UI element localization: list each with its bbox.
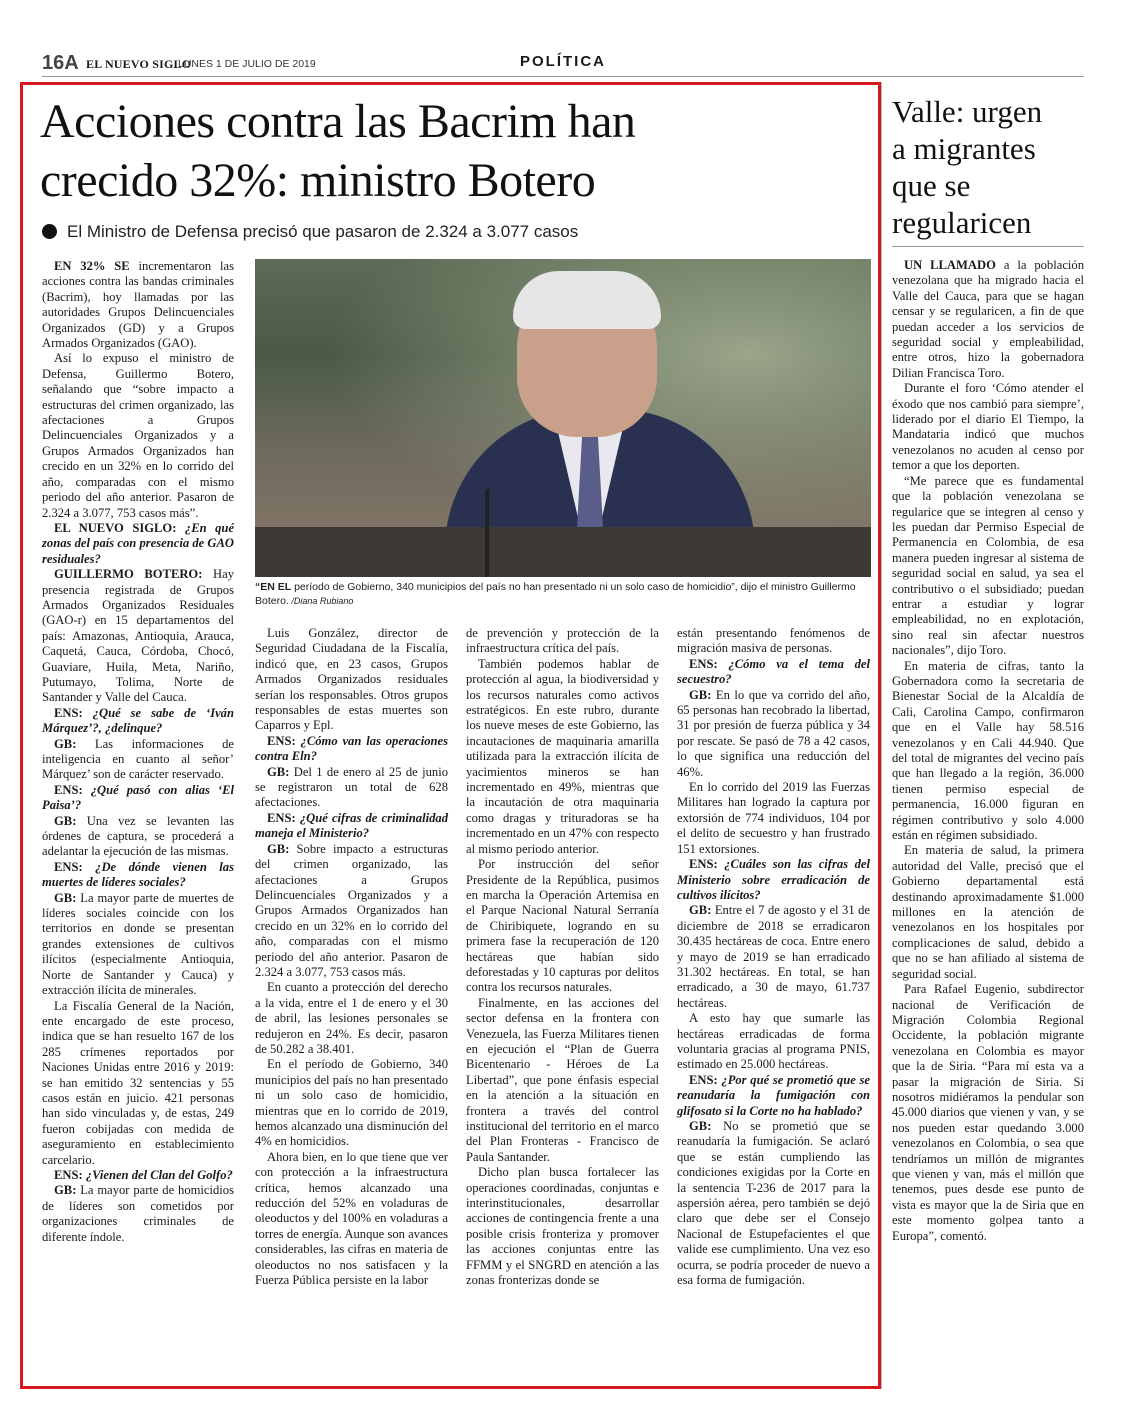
article-photo (255, 259, 871, 577)
sidebar-headline-line: regularicen (892, 205, 1032, 240)
paragraph-lead: GB: (54, 1183, 77, 1198)
interview-question (677, 657, 870, 688)
paragraph (42, 1183, 234, 1245)
sidebar-headline-line: Valle: urgen (892, 94, 1043, 129)
paragraph (677, 780, 870, 857)
paragraph-lead: UN LLAMADO (904, 258, 996, 272)
interview-question (42, 706, 234, 737)
paragraph-text: Sobre impacto a estructuras del crimen organizado, las afectaciones a Grupos Delincuenciales Organizados y a Grupos Armados Organizados han crecido en un 32% en lo corrido del año, comparadas con el mismo periodo del año anterior. Pasaron de 2.324 a 3.077, 753 casos más. (255, 841, 448, 979)
article-column-3 (466, 626, 659, 1288)
sidebar-headline-line: a migrantes (892, 131, 1036, 166)
paragraph-text: Las informaciones de inteligencia en cuanto al señor’ Márquez’ son de carácter reservado. (42, 736, 234, 782)
paragraph (892, 843, 1084, 982)
paragraph (677, 1011, 870, 1073)
paragraph (677, 688, 870, 780)
dek-text: El Ministro de Defensa precisó que pasaron de 2.324 a 3.077 casos (67, 222, 579, 241)
paragraph-lead: ENS: (54, 859, 83, 874)
paragraph-lead: EL NUEVO SIGLO: (54, 520, 177, 535)
paragraph-text: ¿Qué se sabe de ‘Iván Márquez’?, ¿delinque? (42, 705, 234, 736)
paragraph-text: ¿En qué zonas del país con presencia de GAO residuales? (42, 520, 234, 566)
paragraph-lead: GB: (54, 813, 77, 828)
paragraph-text: También podemos hablar de protección al agua, la biodiversidad y los recursos naturales como activos estratégicos. En este rubro, durante los nueve meses de este Gobierno, las incautaciones de maquinaria amarilla utilizada para la extracción ilícita de yacimientos mineros se han incrementado en 49%, mientras que la incautación de otra maquinaria como dragas y trituradoras se ha incrementado en un 47% con respecto al mismo periodo anterior. (466, 656, 659, 856)
sidebar-headline (892, 93, 1092, 241)
paragraph (892, 982, 1084, 1244)
sidebar-column (892, 258, 1084, 1244)
interview-question (255, 811, 448, 842)
paragraph-text: La mayor parte de homicidios de líderes son cometidos por organizaciones criminales de diferente índole. (42, 1183, 234, 1244)
paragraph-text: Hay presencia registrada de Grupos Armados Organizados Residuales (GAO-r) en 15 departamentos del país: Amazonas, Antioquia, Arauca, Caquetá, Cauca, Córdoba, Chocó, Guaviare, Huila, Meta, Nariño, Putumayo, Tolima, Norte de Santander y Valle del Cauca. (42, 567, 234, 705)
paragraph-text: Dicho plan busca fortalecer las operaciones coordinadas, conjuntas e interinstitucionales, desarrollar acciones de contingencia frente a una posible crisis fronteriza y promover las acciones conjuntas entre las FFMM y el SNGRD en atención a las zonas fronterizas donde se (466, 1165, 659, 1288)
paragraph (255, 765, 448, 811)
paragraph-text: Así lo expuso el ministro de Defensa, Guillermo Botero, señalando que “sobre impacto a estructuras del crimen organizado, las afectaciones a Grupos Delincuenciales Organizados y a Grupos Armados Organizados han crecido en un 32% en lo corrido del año, comparadas con el mismo periodo del año anterior. Pasaron de 2.324 a 3.077, 753 casos más”. (42, 351, 234, 520)
paragraph-text: ¿Qué pasó con alias ‘El Paisa’? (42, 782, 234, 813)
headline-line-2: crecido 32%: ministro Botero (40, 154, 596, 207)
bullet-icon (42, 224, 57, 239)
paragraph-lead: ENS: (267, 810, 296, 825)
paragraph-lead: GB: (689, 903, 712, 918)
paragraph (677, 903, 870, 1011)
photo-credit: /Diana Rubiano (288, 595, 354, 606)
paragraph (466, 626, 659, 657)
paragraph-lead: GB: (267, 764, 290, 779)
paragraph-text: Entre el 7 de agosto y el 31 de diciembre de 2018 se erradicaron 30.435 hectáreas de coca. Entre enero y mayo de 2019 se han erradicado 31.302 hectáreas. En total, se han erradicado, a 30 de mayo, 61.737 hectáreas. (677, 903, 870, 1010)
interview-question (677, 1073, 870, 1119)
page-number: 16A (42, 52, 79, 74)
paragraph-lead: GUILLERMO BOTERO: (54, 567, 203, 582)
paragraph-text: a la población venezolana que ha migrado hacia el Valle del Cauca, para que se hagan censar y se regularicen, a fin de que puedan acceder a los servicios de seguridad social y empleabilidad, entre otros, hizo la gobernadora Dilian Francisca Toro. (892, 258, 1084, 380)
paragraph-lead: ENS: (689, 656, 718, 671)
paragraph-text: Una vez se levanten las órdenes de captura, se procederá a adelantar la ejecución de las mismas. (42, 813, 234, 859)
paragraph (677, 1119, 870, 1288)
paragraph (42, 259, 234, 351)
interview-question (42, 521, 234, 567)
paragraph (892, 381, 1084, 473)
interview-question (42, 860, 234, 891)
article-headline (40, 92, 860, 210)
paragraph-text: de prevención y protección de la infraestructura crítica del país. (466, 626, 659, 656)
photo-caption (255, 581, 871, 608)
paragraph (466, 857, 659, 996)
paragraph-text: ¿Por qué se prometió que se reanudaría la fumigación con glifosato si la Corte no ha hablado? (677, 1072, 870, 1118)
paragraph-lead: ENS: (54, 782, 83, 797)
interview-question (42, 1168, 234, 1183)
paragraph-lead: GB: (54, 890, 77, 905)
paragraph (466, 657, 659, 857)
paragraph (42, 999, 234, 1168)
paragraph-lead: ENS: (689, 1072, 718, 1087)
paragraph (255, 1150, 448, 1289)
paragraph-lead: GB: (689, 1119, 712, 1133)
paragraph (892, 258, 1084, 381)
paragraph (677, 626, 870, 657)
sidebar-headline-rule (892, 246, 1084, 247)
paragraph-text: La Fiscalía General de la Nación, ente encargado de este proceso, indica que se han resuelto 167 de los 285 crímenes reportados por Naciones Unidas entre 2016 y 2019: se han emitido 32 sentencias y 55 casos están en juicio. 421 personas han sido vinculadas y, de estas, 249 fueron cobijadas con medida de aseguramiento en establecimiento carcelario. (42, 998, 234, 1167)
paragraph-text: En cuanto a protección del derecho a la vida, entre el 1 de enero y el 30 de abril, las lesiones personales se redujeron en 24%. Es decir, pasaron de 50.282 a 38.401. (255, 980, 448, 1056)
paragraph (42, 351, 234, 520)
article-column-2 (255, 626, 448, 1288)
paragraph-text: ¿Cómo van las operaciones contra Eln? (255, 733, 448, 764)
paragraph-text: Ahora bien, en lo que tiene que ver con protección a la infraestructura crítica, hemos alcanzado una reducción del 52% en voladuras de oleoductos y del 100% en voladuras a torres de energía. Aunque son avances considerables, las cifras en materia de oleoductos no nos satisfacen y la Fuerza Pública persiste en la labor (255, 1149, 448, 1288)
paragraph-text: No se prometió que se reanudaría la fumigación. Se aclaró que se están cumpliendo las condiciones exigidas por la Corte en la sentencia T-236 de 2017 para la aspersión aérea, pero también se dejó claro que debe ser el Consejo Nacional de Estupefacientes el que valide ese cumplimiento. Una vez eso ocurra, se podría proceder de nuevo a esa forma de fumigación. (677, 1119, 870, 1288)
paragraph-lead: GB: (54, 736, 77, 751)
paragraph-text: Durante el foro ‘Cómo atender el éxodo que nos cambió para siempre’, liderado por el diario El Tiempo, la Mandataria indicó que muchos venezolanos no acuden al censo por temor a que los deporten. (892, 381, 1084, 473)
paragraph-text: En lo corrido del 2019 las Fuerzas Militares han logrado la captura por extorsión de 774 individuos, 104 por el delito de secuestro y han frustrado 151 extorsiones. (677, 780, 870, 856)
paragraph (892, 659, 1084, 844)
paragraph-text: Por instrucción del señor Presidente de la República, pusimos en marcha la Operación Artemisa en el Parque Nacional Natural Serranía de Chiribiquete, logrando en su primera fase la recuperación de 120 hectáreas que habían sido deforestadas y 10 capturas por delitos contra los recursos naturales. (466, 857, 659, 995)
sidebar-headline-line: que se (892, 168, 971, 203)
section-name: POLÍTICA (520, 53, 606, 70)
paragraph-lead: ENS: (54, 705, 83, 720)
paragraph-text: En el período de Gobierno, 340 municipios del país no han presentado ni un solo caso de homicidio, mientras que en lo corrido de 2019, hemos alcanzado una disminución del 4% en homicidios. (255, 1057, 448, 1149)
paragraph-text: A esto hay que sumarle las hectáreas erradicadas de forma voluntaria gracias al programa PNIS, estimado en 25.000 hectáreas. (677, 1011, 870, 1072)
sidebar-divider (881, 82, 882, 1389)
paragraph-text: ¿De dónde vienen las muertes de líderes sociales? (42, 859, 234, 890)
paragraph-text: Para Rafael Eugenio, subdirector nacional de Verificación de Migración Colombia Regional Occidente, la población migrante venezolana en Colombia es mayor que la de Siria. “Para mí esta va a pasar la migración de Siria. Si nosotros midiéramos la pendular son 45.000 diarios que vienen y van, y se nos pueden estar quedando 3.000 venezolanos en Colombia, o sea que tendríamos un millón de migrantes que vienen y van, más el millón que tenemos, pues desde ese punto de vista es mayor que la de Siria que en este momento golpea tanto a Europa”, comentó. (892, 982, 1084, 1243)
paragraph (42, 567, 234, 706)
paragraph (42, 891, 234, 999)
paragraph-lead: ENS: (54, 1167, 83, 1182)
interview-question (42, 783, 234, 814)
interview-question (255, 734, 448, 765)
article-column-1 (42, 259, 234, 1245)
article-dek (42, 222, 862, 242)
paragraph-text: ¿Cuáles son las cifras del Ministerio sobre erradicación de cultivos ilícitos? (677, 857, 870, 902)
paragraph-text: Del 1 de enero al 25 de junio se registraron un total de 628 afectaciones. (255, 764, 448, 810)
paragraph-text: ¿Qué cifras de criminalidad maneja el Ministerio? (255, 810, 448, 841)
paragraph-lead: GB: (267, 841, 290, 856)
paragraph (255, 626, 448, 734)
paragraph (42, 737, 234, 783)
paragraph-text: “Me parece que es fundamental que la población venezolana se regularice que se integren al censo y les puedan dar Permiso Especial de Permanencia en Colombia, de esa manera pueden ingresar al sistema de seguridad social en salud, ya sea el contributivo o el subsidiado; puedan entrar a estudiar y lograr empleabilidad, no en explotación, sino real sin afectar nuestros nacionales”, dijo Toro. (892, 473, 1084, 658)
paragraph (892, 474, 1084, 659)
paragraph-text: En materia de cifras, tanto la Gobernadora como la secretaria de Bienestar Social de la Alcaldía de Cali, Carolina Campo, confirmaron que en el Valle hay 58.516 venezolanos y en Cali 44.940. Que del total de migrantes del vecino país que han llegado a la región, 36.000 tienen permiso especial de permanencia, 16.000 figuran en régimen contributivo y solo 4.000 están en régimen subsidiado. (892, 658, 1084, 843)
caption-body: período de Gobierno, 340 municipios del país no han presentado ni un solo caso de homicidio”, dijo el ministro Guillermo Botero. (255, 581, 856, 607)
paragraph-text: En lo que va corrido del año, 65 personas han recobrado la libertad, 31 por presión de fuerza pública y 34 por rescate. Se pasó de 78 a 42 casos, lo que significa una reducción del 46%. (677, 687, 870, 779)
newspaper-name: EL NUEVO SIGLO (86, 57, 192, 71)
paragraph (255, 980, 448, 1057)
paragraph (255, 1057, 448, 1149)
paragraph (255, 842, 448, 981)
paragraph-lead: ENS: (267, 733, 296, 748)
paragraph-lead: GB: (689, 687, 712, 702)
article-column-4 (677, 626, 870, 1288)
page-header (42, 52, 1084, 77)
paragraph-text: Finalmente, en las acciones del sector defensa en la frontera con Venezuela, las Fuerza Militares tienen en ejecución el “Plan de Guerra Bicentenario - Héroes de La Libertad”, que pone énfasis especial en la atención a la situación en frontera a través del control institucional del territorio en el marco del Plan Fronteras - Francisco de Paula Santander. (466, 995, 659, 1164)
paragraph-text: están presentando fenómenos de migración masiva de personas. (677, 626, 870, 656)
paragraph-text: La mayor parte de muertes de líderes sociales coincide con los territorios en donde se presentan grandes extensiones de cultivos ilícitos (especialmente Antioquia, Norte de Santander y Cauca) y extracción ilícita de minerales. (42, 890, 234, 998)
paragraph-text: ¿Vienen del Clan del Golfo? (82, 1167, 233, 1182)
paragraph-lead: ENS: (689, 857, 718, 872)
paragraph-text: ¿Cómo va el tema del secuestro? (677, 656, 870, 687)
paragraph (466, 1165, 659, 1288)
paragraph (42, 814, 234, 860)
paragraph (466, 996, 659, 1165)
paragraph-text: incrementaron las acciones contra las bandas criminales (Bacrim), hoy llamadas por las autoridades Grupos Delincuenciales Organizados (GD) y a Grupos Armados Organizados (GAO). (42, 259, 234, 351)
paragraph-lead: EN 32% SE (54, 259, 130, 273)
paragraph-text: Luis González, director de Seguridad Ciudadana de la Fiscalía, indicó que, en 23 casos, Grupos Armados Organizados residuales serían los responsables. Otros grupos responsables de estas muertes son Caparros y Epl. (255, 626, 448, 733)
headline-line-1: Acciones contra las Bacrim han (40, 95, 636, 148)
issue-date: LUNES 1 DE JULIO DE 2019 (178, 58, 316, 70)
interview-question (677, 857, 870, 903)
paragraph-text: En materia de salud, la primera autoridad del Valle, precisó que el Gobierno departamental está destinando aproximadamente $1.000 millones en la atención de venezolanos en los hospitales por complicaciones de salud, debido a que no se han afiliado al sistema de seguridad social. (892, 843, 1084, 981)
caption-lead: “EN EL (255, 581, 292, 593)
